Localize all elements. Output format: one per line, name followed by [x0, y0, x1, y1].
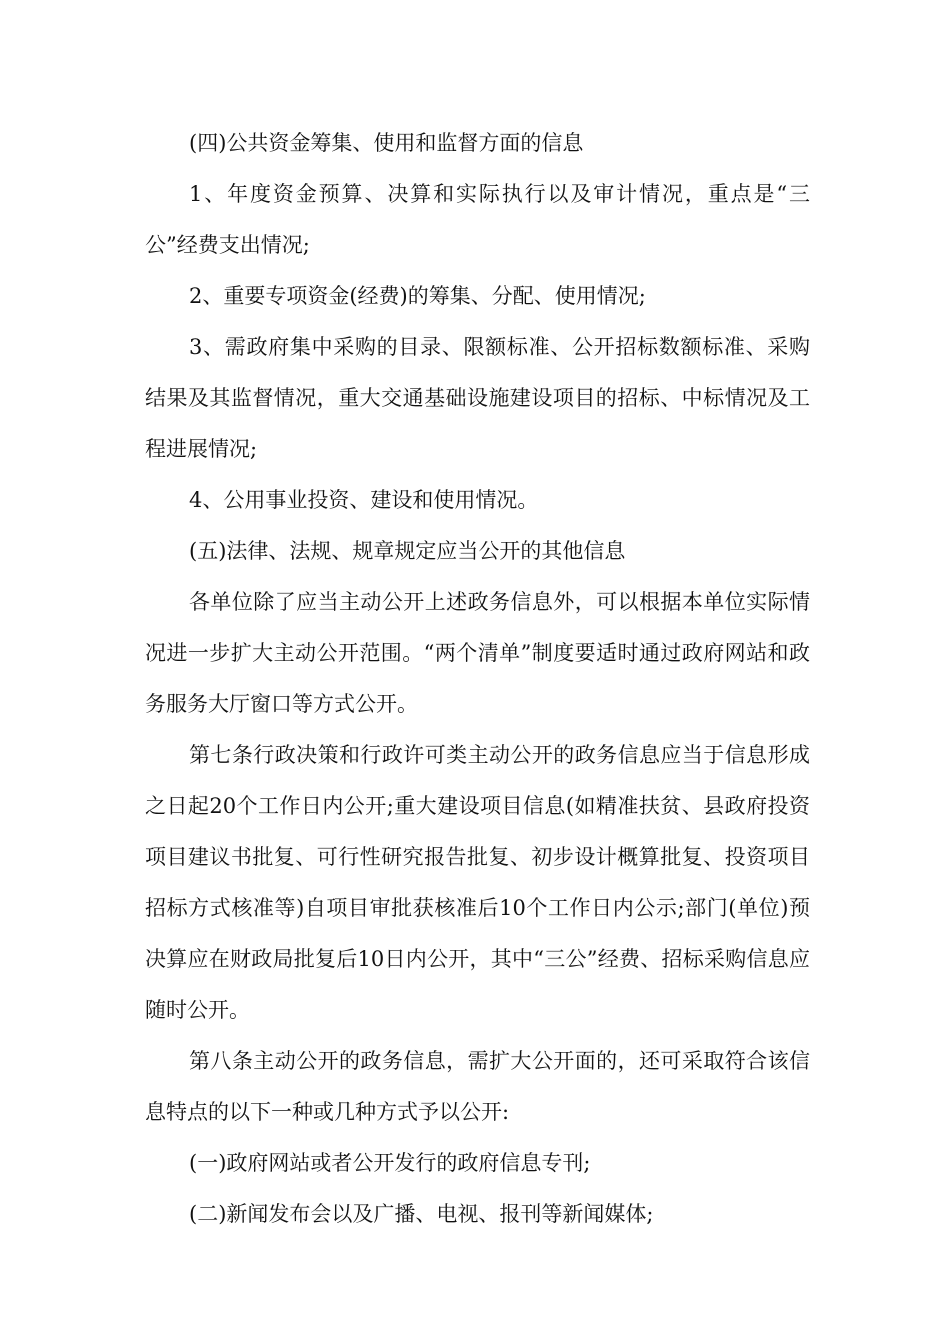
paragraph-item-1: 1、年度资金预算、决算和实际执行以及审计情况，重点是“三公”经费支出情况;	[145, 182, 810, 257]
article-seven: 第七条行政决策和行政许可类主动公开的政务信息应当于信息形成之日起20个工作日内公开;重大建设项目信息(如精准扶贫、县政府投资项目建议书批复、可行性研究报告批复、初步设计概算批复、投资项目招标方式核准等)自项目审批获核准后10个工作日内公示;部门(单位)预决算应在财政局批复后10日内公开，其中“三公”经费、招标采购信息应随时公开。	[145, 743, 810, 1022]
paragraph-expand-scope: 各单位除了应当主动公开上述政务信息外，可以根据本单位实际情况进一步扩大主动公开范围。“两个清单”制度要适时通过政府网站和政务服务大厅窗口等方式公开。	[145, 590, 810, 716]
section-heading-four: (四)公共资金筹集、使用和监督方面的信息	[189, 131, 584, 155]
article-eight: 第八条主动公开的政务信息，需扩大公开面的，还可采取符合该信息特点的以下一种或几种方式予以公开:	[145, 1049, 810, 1124]
document-page	[145, 118, 810, 1240]
paragraph-item-4: 4、公用事业投资、建设和使用情况。	[189, 488, 539, 512]
paragraph-item-3: 3、需政府集中采购的目录、限额标准、公开招标数额标准、采购结果及其监督情况，重大交通基础设施建设项目的招标、中标情况及工程进展情况;	[145, 335, 810, 461]
method-item-two: (二)新闻发布会以及广播、电视、报刊等新闻媒体;	[189, 1202, 654, 1226]
paragraph-item-2: 2、重要专项资金(经费)的筹集、分配、使用情况;	[189, 284, 646, 308]
method-item-one: (一)政府网站或者公开发行的政府信息专刊;	[189, 1151, 591, 1175]
section-heading-five: (五)法律、法规、规章规定应当公开的其他信息	[189, 539, 626, 563]
